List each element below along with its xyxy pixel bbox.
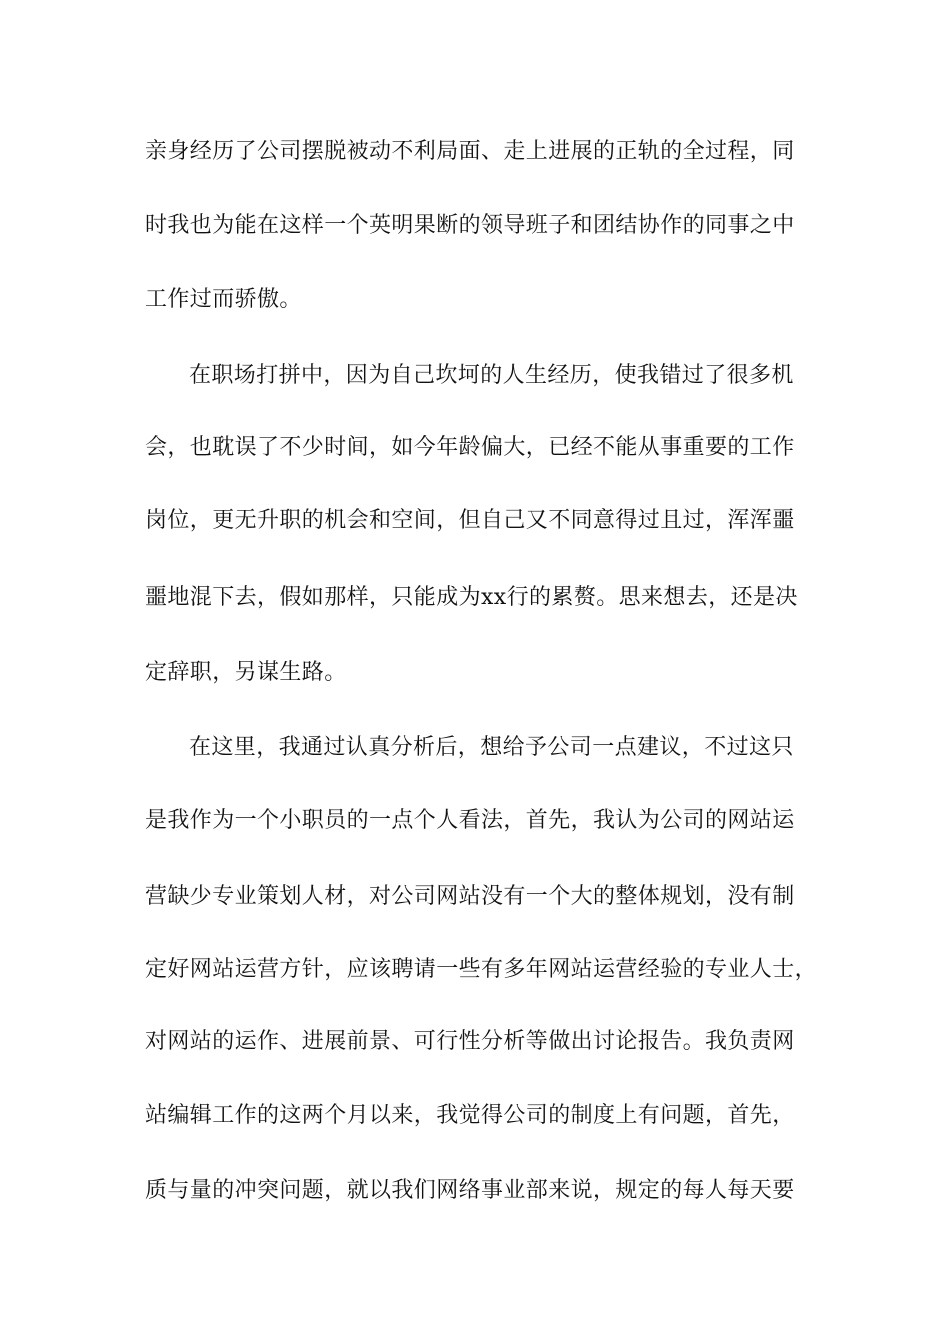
paragraph-2-line-2: 会，也耽误了不少时间，如今年龄偏大，已经不能从事重要的工作 <box>145 435 795 460</box>
paragraph-2-line-3: 岗位，更无升职的机会和空间，但自己又不同意得过且过，浑浑噩 <box>145 508 795 533</box>
paragraph-3-line-4: 定好网站运营方针，应该聘请一些有多年网站运营经验的专业人士， <box>145 957 818 982</box>
paragraph-3-line-6: 站编辑工作的这两个月以来，我觉得公司的制度上有问题，首先， <box>145 1103 795 1128</box>
paragraph-2-line-1: 在职场打拼中，因为自己坎坷的人生经历，使我错过了很多机 <box>189 363 794 388</box>
paragraph-3-line-1: 在这里，我通过认真分析后，想给予公司一点建议，不过这只 <box>189 735 794 760</box>
paragraph-2-line-5: 定辞职，另谋生路。 <box>145 660 347 685</box>
paragraph-3-line-3: 营缺少专业策划人材，对公司网站没有一个大的整体规划，没有制 <box>145 884 795 909</box>
text-line-1: 亲身经历了公司摆脱被动不利局面、走上进展的正轨的全过程，同 <box>145 139 795 164</box>
paragraph-2-line-4: 噩地混下去，假如那样，只能成为xx行的累赘。思来想去，还是决 <box>145 585 798 610</box>
paragraph-3-line-2: 是我作为一个小职员的一点个人看法，首先，我认为公司的网站运 <box>145 808 795 833</box>
text-line-3: 工作过而骄傲。 <box>145 287 302 312</box>
text-line-2: 时我也为能在这样一个英明果断的领导班子和团结协作的同事之中 <box>145 213 795 238</box>
paragraph-3-line-7: 质与量的冲突问题，就以我们网络事业部来说，规定的每人每天要 <box>145 1178 795 1203</box>
paragraph-3-line-5: 对网站的运作、进展前景、可行性分析等做出讨论报告。我负责网 <box>145 1029 795 1054</box>
